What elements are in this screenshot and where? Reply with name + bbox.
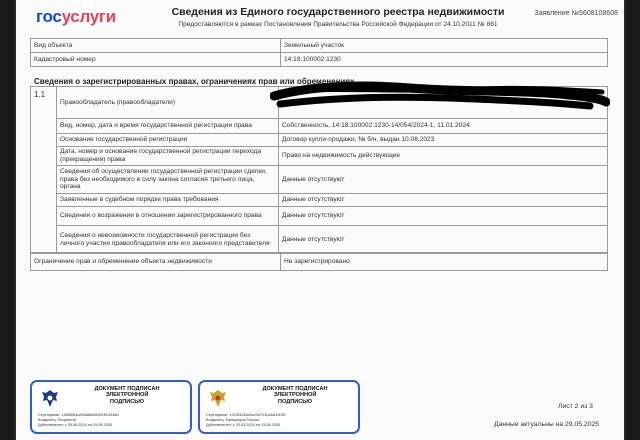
transfer-label: Дата, номер и основание государственной регистрации перехода (прекращения) права [57, 147, 279, 166]
coat-of-arms-icon [206, 387, 230, 411]
object-table [30, 38, 608, 67]
rights-section-title: Сведения о зарегистрированных правах, ограничениях прав или обременениях [34, 77, 355, 86]
table-row [31, 134, 608, 147]
actual-date: Данные актуальны на 29.05.2025 [494, 421, 600, 428]
table-row [31, 194, 608, 207]
table-row [31, 53, 608, 67]
table-row [31, 226, 608, 254]
cadastral-number-value: 14:18:100002:1230 [281, 53, 608, 67]
table-row [31, 119, 608, 134]
table-row [31, 207, 608, 226]
cadastral-number-label: Кадастровый номер [31, 53, 281, 67]
page-count: Лист 2 из 3 [558, 403, 593, 410]
registration-basis-label: Основание государственной регистрации [57, 134, 279, 147]
objection-label: Сведения о возражении в отношении зарегистрированного права [57, 207, 279, 226]
right-holder-label: Правообладатель (правообладатели) [57, 87, 279, 119]
table-row [31, 39, 608, 53]
document-subtitle: Предоставляются в рамках Постановления Правительства Российской Федерации от 24.10.2011 № 861 [178, 21, 498, 28]
document-header [30, 4, 620, 34]
document-title: Сведения из Единого государственного реестра недвижимости [171, 6, 505, 18]
coat-of-arms-icon [38, 387, 62, 411]
rights-table [30, 86, 608, 254]
entry-number: 1.1 [31, 87, 57, 254]
statement-number: Заявление №5608108608 [534, 10, 618, 17]
transfer-value: Право на недвижимость действующее [279, 147, 608, 166]
signature-stamp [198, 380, 360, 434]
court-claims-value: Данные отсутствуют [279, 194, 608, 207]
consent-value: Данные отсутствуют [279, 166, 608, 194]
certificate-info: Сертификат: 1d5855f4a3f0a8bbd5951ff13446b Владелец: Росреестр Действителен: с 05.06.2024 по 29.08.2025 [38, 413, 119, 427]
table-row [31, 87, 608, 119]
right-holder-value [279, 87, 608, 119]
personal-participation-value: Данные отсутствуют [279, 226, 608, 254]
court-claims-label: Заявленные в судебном порядке права требования [57, 194, 279, 207]
registration-kind-label: Вид, номер, дата и время государственной регистрации права [57, 119, 279, 134]
object-type-value: Земельный участок [281, 39, 608, 53]
stamp-title: ДОКУМЕНТ ПОДПИСАН ЭЛЕКТРОННОЙ ПОДПИСЬЮ [262, 386, 328, 405]
personal-participation-label: Сведения о невозможности государственной регистрации без личного участия правообладателя или его законного представителя [57, 226, 279, 254]
table-row [31, 147, 608, 166]
registration-basis-value: Договор купли-продажи, № б/н, выдан 10.08.2023 [279, 134, 608, 147]
consent-label: Сведения об осуществлении государственной регистрации сделки, права без необходимого в силу закона согласия третьего лица, органа [57, 166, 279, 194]
table-row [31, 253, 608, 271]
stamp-title: ДОКУМЕНТ ПОДПИСАН ЭЛЕКТРОННОЙ ПОДПИСЬЮ [94, 386, 160, 405]
registration-kind-value: Собственность, 14:18:100002:1230-14/054/2024-1, 11.01.2024 [279, 119, 608, 134]
table-row [31, 166, 608, 194]
limitation-label: Ограничение прав и обременение объекта недвижимости [31, 253, 281, 271]
limitation-value: Не зарегистрировано [281, 253, 608, 271]
object-type-label: Вид объекта [31, 39, 281, 53]
signature-stamp [30, 380, 192, 434]
limitation-table [30, 252, 608, 271]
certificate-info: Сертификат: 1010f3c3ae6ce2b7011d4af1f1f91 Владелец: Минцифры России Действителен: с 20.03.2024 по 13.06.2025 [206, 413, 286, 427]
gosuslugi-logo: госуслуги [36, 7, 116, 26]
objection-value: Данные отсутствуют [279, 207, 608, 226]
